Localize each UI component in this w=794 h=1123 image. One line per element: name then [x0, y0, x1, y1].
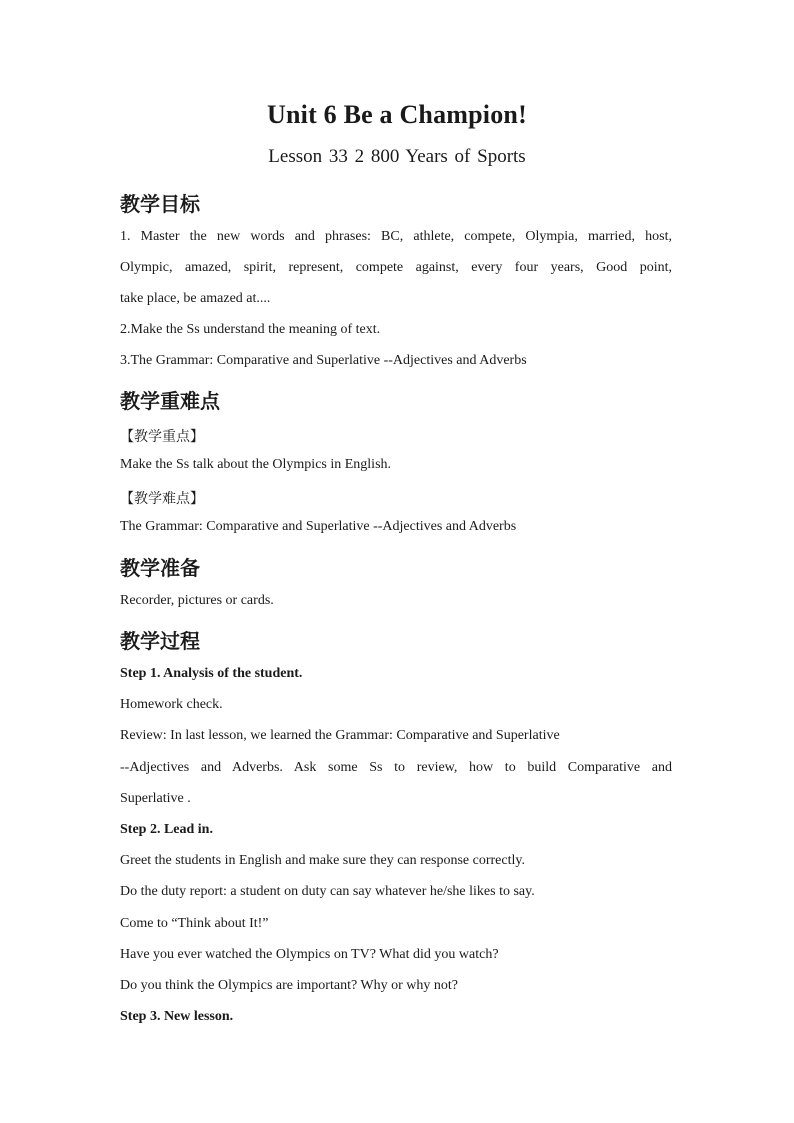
- step1-line-3: --Adjectives and Adverbs. Ask some Ss to review, how to build Comparative and: [120, 760, 672, 775]
- objectives-line-3: take place, be amazed at....: [120, 291, 271, 306]
- lesson-subtitle: Lesson 33 2 800 Years of Sports: [268, 146, 526, 167]
- document-title: Unit 6 Be a Champion!: [267, 100, 527, 129]
- process-heading: 教学过程: [120, 629, 200, 653]
- step1-title: Step 1. Analysis of the student.: [120, 666, 303, 681]
- step3-title: Step 3. New lesson.: [120, 1009, 234, 1024]
- objectives-line-1: 1. Master the new words and phrases: BC, athlete, compete, Olympia, married, host,: [120, 229, 672, 244]
- step2-line-3: Come to “Think about It!”: [120, 916, 269, 931]
- objectives-line-5: 3.The Grammar: Comparative and Superlative --Adjectives and Adverbs: [120, 353, 527, 368]
- step1-line-2: Review: In last lesson, we learned the Grammar: Comparative and Superlative: [120, 728, 560, 743]
- key-points-heading: 教学重难点: [120, 389, 220, 413]
- step1-line-1: Homework check.: [120, 697, 223, 712]
- objectives-line-2: Olympic, amazed, spirit, represent, compete against, every four years, Good point,: [120, 260, 672, 275]
- step2-line-4: Have you ever watched the Olympics on TV? What did you watch?: [120, 947, 499, 962]
- step2-line-5: Do you think the Olympics are important? Why or why not?: [120, 978, 459, 993]
- objectives-heading: 教学目标: [120, 192, 200, 216]
- difficult-point-text: The Grammar: Comparative and Superlative --Adjectives and Adverbs: [120, 519, 517, 534]
- objectives-line-4: 2.Make the Ss understand the meaning of text.: [120, 322, 381, 337]
- key-point-tag: 【教学重点】: [120, 429, 204, 445]
- step2-line-1: Greet the students in English and make sure they can response correctly.: [120, 853, 525, 868]
- step1-line-4: Superlative .: [120, 791, 191, 806]
- preparation-heading: 教学准备: [120, 556, 200, 580]
- step2-line-2: Do the duty report: a student on duty can say whatever he/she likes to say.: [120, 884, 535, 899]
- step2-title: Step 2. Lead in.: [120, 822, 213, 837]
- difficult-point-tag: 【教学难点】: [120, 491, 204, 507]
- preparation-text: Recorder, pictures or cards.: [120, 593, 274, 608]
- key-point-text: Make the Ss talk about the Olympics in English.: [120, 457, 392, 472]
